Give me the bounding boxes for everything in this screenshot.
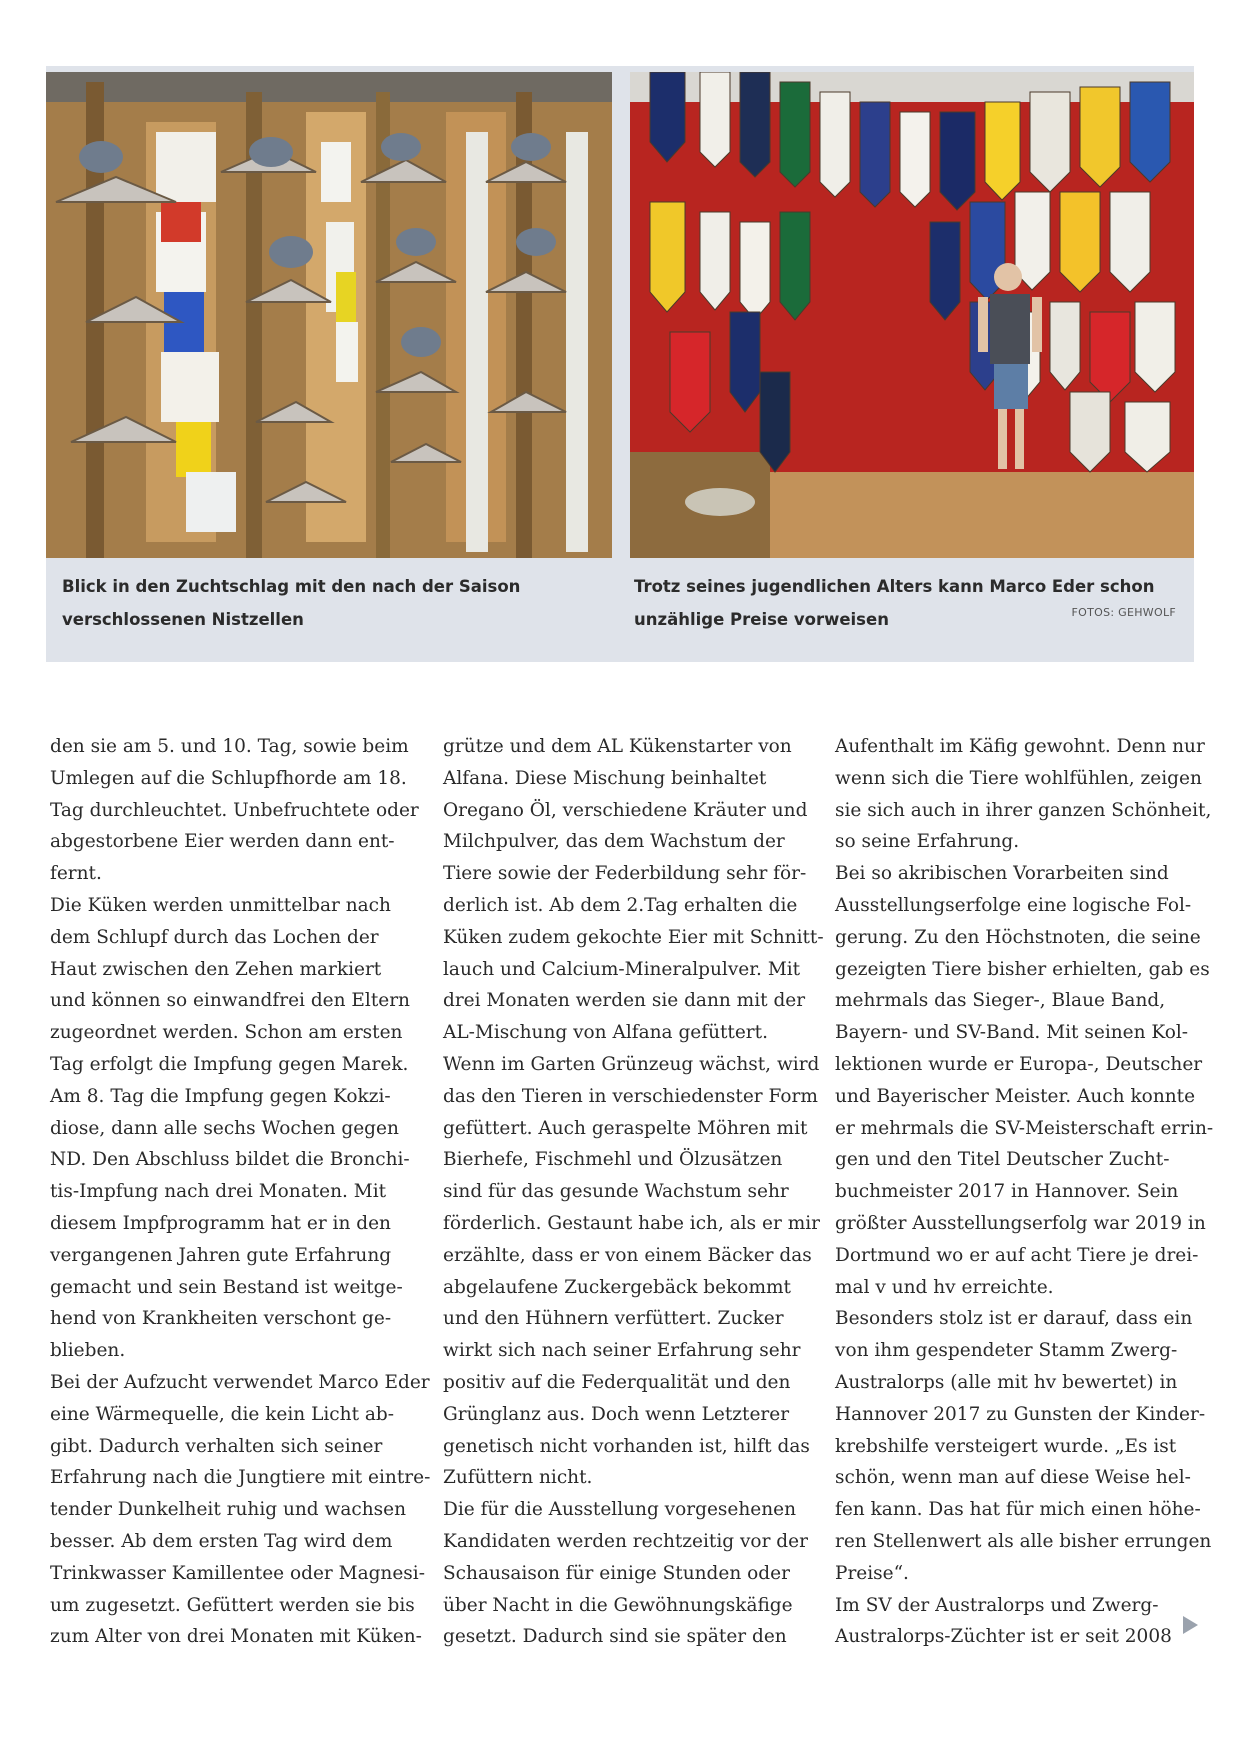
article-line: wenn sich die Tiere wohlfühlen, zeigen bbox=[835, 767, 1202, 789]
article-line: gibt. Dadurch verhalten sich seiner bbox=[50, 1435, 383, 1457]
photo-marco-eder-prizes bbox=[630, 72, 1194, 558]
article-line: Ausstellungserfolge eine logische Fol- bbox=[835, 894, 1192, 916]
article-line: Zufüttern nicht. bbox=[443, 1467, 593, 1489]
article-line: Die Küken werden unmittelbar nach bbox=[50, 894, 391, 916]
article-line: Bayern- und SV-Band. Mit seinen Kol- bbox=[835, 1022, 1189, 1044]
article-line: blieben. bbox=[50, 1340, 126, 1362]
article-line: vergangenen Jahren gute Erfahrung bbox=[50, 1244, 392, 1266]
article-column-1 bbox=[50, 731, 431, 1653]
article-line: Schausaison für einige Stunden oder bbox=[443, 1562, 790, 1584]
article-line: Trinkwasser Kamillentee oder Magnesi- bbox=[50, 1562, 425, 1584]
article-line: Tag erfolgt die Impfung gegen Marek. bbox=[50, 1053, 409, 1075]
article-line: Tiere sowie der Federbildung sehr för- bbox=[443, 863, 807, 885]
article-line: dem Schlupf durch das Lochen der bbox=[50, 926, 379, 948]
article-line: fen kann. Das hat für mich einen höhe- bbox=[835, 1499, 1201, 1521]
article-line: Wenn im Garten Grünzeug wächst, wird bbox=[443, 1053, 820, 1075]
article-line: gen und den Titel Deutscher Zucht- bbox=[835, 1149, 1170, 1171]
article-line: gerung. Zu den Höchstnoten, die seine bbox=[835, 926, 1201, 948]
article-line: Hannover 2017 zu Gunsten der Kinder- bbox=[835, 1403, 1206, 1425]
article-line: Haut zwischen den Zehen markiert bbox=[50, 958, 382, 980]
article-line: krebshilfe versteigert wurde. „Es ist bbox=[835, 1435, 1177, 1457]
article-line: hend von Krankheiten verschont ge- bbox=[50, 1308, 392, 1330]
article-line: Tag durchleuchtet. Unbefruchtete oder bbox=[50, 799, 419, 821]
article-line: zum Alter von drei Monaten mit Küken- bbox=[50, 1626, 422, 1648]
article-line: Erfahrung nach die Jungtiere mit eintre- bbox=[50, 1467, 431, 1489]
article-line: den sie am 5. und 10. Tag, sowie beim bbox=[50, 736, 409, 757]
article-line: Bei so akribischen Vorarbeiten sind bbox=[835, 863, 1169, 885]
article-line: lektionen wurde er Europa-, Deutscher bbox=[835, 1053, 1203, 1075]
article-line: tender Dunkelheit ruhig und wachsen bbox=[50, 1499, 407, 1521]
article-line: Küken zudem gekochte Eier mit Schnitt- bbox=[443, 926, 824, 948]
article-column-2 bbox=[443, 731, 824, 1653]
article-line: drei Monaten werden sie dann mit der bbox=[443, 990, 806, 1012]
article-line: positiv auf die Federqualität und den bbox=[443, 1371, 791, 1393]
article-line: Dortmund wo er auf acht Tiere je drei- bbox=[835, 1244, 1199, 1266]
photo-breeding-loft bbox=[46, 72, 612, 558]
article-line: abgestorbene Eier werden dann ent- bbox=[50, 831, 395, 853]
photo-band bbox=[46, 66, 1194, 662]
article-line: Preise“. bbox=[835, 1562, 909, 1584]
article-line: und können so einwandfrei den Eltern bbox=[50, 990, 410, 1012]
article-line: abgelaufene Zuckergebäck bekommt bbox=[443, 1276, 791, 1298]
article-line: besser. Ab dem ersten Tag wird dem bbox=[50, 1530, 393, 1552]
article-line: buchmeister 2017 in Hannover. Sein bbox=[835, 1181, 1179, 1203]
article-line: tis-Impfung nach drei Monaten. Mit bbox=[50, 1181, 387, 1203]
article-line: so seine Erfahrung. bbox=[835, 831, 1020, 853]
article-line: genetisch nicht vorhanden ist, hilft das bbox=[443, 1435, 810, 1457]
article-line: zugeordnet werden. Schon am ersten bbox=[50, 1022, 403, 1044]
article-line: mehrmals das Sieger-, Blaue Band, bbox=[835, 990, 1166, 1012]
article-line: Bierhefe, Fischmehl und Ölzusätzen bbox=[443, 1149, 783, 1171]
article-line: schön, wenn man auf diese Weise hel- bbox=[835, 1467, 1191, 1489]
article-line: Besonders stolz ist er darauf, dass ein bbox=[835, 1308, 1193, 1330]
article-line: gefüttert. Auch geraspelte Möhren mit bbox=[443, 1117, 808, 1139]
article-line: Am 8. Tag die Impfung gegen Kokzi- bbox=[50, 1085, 391, 1107]
article-line: Die für die Ausstellung vorgesehenen bbox=[443, 1499, 796, 1521]
article-line: gezeigten Tiere bisher erhielten, gab es bbox=[835, 958, 1210, 980]
article-line: über Nacht in die Gewöhnungskäfige bbox=[443, 1594, 793, 1616]
article-line: diesem Impfprogramm hat er in den bbox=[50, 1212, 391, 1234]
article-line: Bei der Aufzucht verwendet Marco Eder bbox=[50, 1371, 430, 1393]
article-line: Kandidaten werden rechtzeitig vor der bbox=[443, 1530, 808, 1552]
article-line: AL-Mischung von Alfana gefüttert. bbox=[443, 1022, 768, 1044]
article-line: grütze und dem AL Kükenstarter von bbox=[443, 736, 792, 757]
article-line: ND. Den Abschluss bildet die Bronchi- bbox=[50, 1149, 410, 1171]
article-line: Australorps-Züchter ist er seit 2008 bbox=[835, 1626, 1172, 1648]
article-line: wirkt sich nach seiner Erfahrung sehr bbox=[443, 1340, 801, 1362]
article-line: und den Hühnern verfüttert. Zucker bbox=[443, 1308, 784, 1330]
article-line: und Bayerischer Meister. Auch konnte bbox=[835, 1085, 1196, 1107]
article-line: gesetzt. Dadurch sind sie später den bbox=[443, 1626, 787, 1648]
article-column-3 bbox=[835, 731, 1215, 1653]
article-line: Alfana. Diese Mischung beinhaltet bbox=[443, 767, 767, 789]
article-line: diose, dann alle sechs Wochen gegen bbox=[50, 1117, 399, 1139]
article-line: größter Ausstellungserfolg war 2019 in bbox=[835, 1212, 1206, 1234]
article-line: mal v und hv erreichte. bbox=[835, 1276, 1054, 1298]
article-line: eine Wärmequelle, die kein Licht ab- bbox=[50, 1403, 395, 1425]
article-line: Umlegen auf die Schlupfhorde am 18. bbox=[50, 767, 407, 789]
article-line: sind für das gesunde Wachstum sehr bbox=[443, 1181, 789, 1203]
photo-caption-left: Blick in den Zuchtschlag mit den nach der Saison verschlossenen Nistzellen bbox=[62, 577, 521, 629]
article-line: von ihm gespendeter Stamm Zwerg- bbox=[835, 1340, 1178, 1362]
article-line: um zugesetzt. Gefüttert werden sie bis bbox=[50, 1594, 415, 1616]
article-line: gemacht und sein Bestand ist weitge- bbox=[50, 1276, 403, 1298]
article-line: ren Stellenwert als alle bisher errungen bbox=[835, 1530, 1212, 1552]
article-line: lauch und Calcium-Mineralpulver. Mit bbox=[443, 958, 801, 980]
photo-credit: FOTOS: GEHWOLF bbox=[1071, 606, 1176, 619]
article-line: erzählte, dass er von einem Bäcker das bbox=[443, 1244, 812, 1266]
continue-arrow-icon bbox=[1183, 1616, 1198, 1634]
article-line: Im SV der Australorps und Zwerg- bbox=[835, 1594, 1159, 1616]
article-line: Oregano Öl, verschiedene Kräuter und bbox=[443, 799, 808, 821]
article-line: Australorps (alle mit hv bewertet) in bbox=[835, 1371, 1178, 1393]
article-line: Milchpulver, das dem Wachstum der bbox=[443, 831, 785, 853]
article-line: derlich ist. Ab dem 2.Tag erhalten die bbox=[443, 894, 798, 916]
article-line: Grünglanz aus. Doch wenn Letzterer bbox=[443, 1403, 790, 1425]
article-line: Aufenthalt im Käfig gewohnt. Denn nur bbox=[835, 736, 1205, 757]
article-line: fernt. bbox=[50, 863, 102, 885]
article-line: das den Tieren in verschiedenster Form bbox=[443, 1085, 818, 1107]
photo-caption-right: Trotz seines jugendlichen Alters kann Marco Eder schon unzählige Preise vorweisen bbox=[634, 577, 1155, 629]
article-line: förderlich. Gestaunt habe ich, als er mir bbox=[443, 1212, 821, 1234]
article-line: sie sich auch in ihrer ganzen Schönheit, bbox=[835, 799, 1212, 821]
article-line: er mehrmals die SV-Meisterschaft errin- bbox=[835, 1117, 1214, 1139]
